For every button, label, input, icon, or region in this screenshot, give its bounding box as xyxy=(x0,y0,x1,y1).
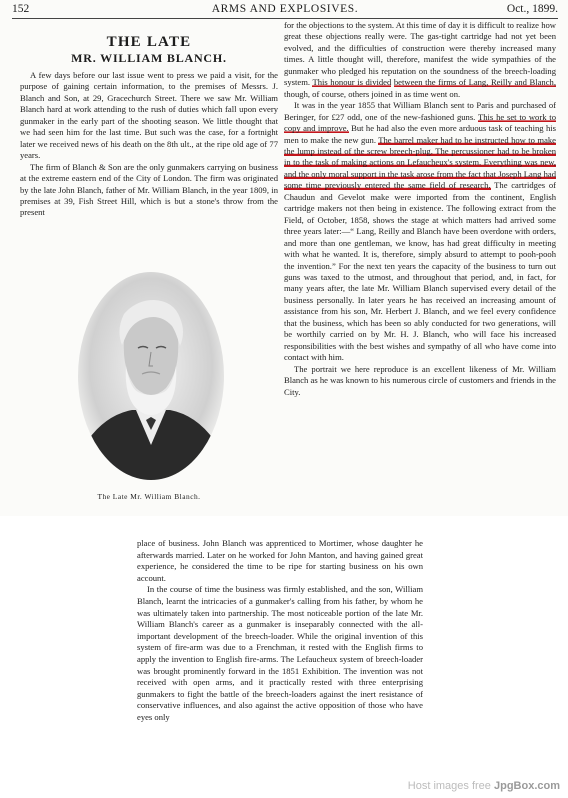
highlighted-text: This he set to work to copy and improve. xyxy=(284,111,556,134)
portrait-photo xyxy=(76,270,226,482)
continuation-column xyxy=(137,538,423,724)
text-run: though, of course, others joined in as time went on. xyxy=(284,88,461,99)
paragraph xyxy=(284,20,556,100)
watermark xyxy=(408,780,560,792)
paragraph: In the course of time the business was firmly established, and the son, William Blanch, learnt the intricacies of a gunmaker's calling from his father, by whom he was ultimately taken into partnership. The most noticeable portion of the late Mr. William Blanch's career as a gunmaker is inseparably connected with the all-important development of the breech-loader. While the original invention of this system of fire-arm was due to a Frenchman, it rested with the English firms to apply the invention to English fire-arms. The Lefaucheux system of breech-loader was brought prominently forward in the 1851 Exhibition. The invention was not received with open arms, and it practically rested with three enterprising gunmakers to fight the battle of the breech-loaders against the inert resistance of conservative influences, and also against the active opposition of those who have eyes only xyxy=(137,584,423,722)
watermark-brand: JpgBox.com xyxy=(493,780,560,792)
paragraph: The firm of Blanch & Son are the only gunmakers carrying on business at the extreme eastern end of the City of London. The firm was originated by the late John Blanch, father of Mr. William Blanch, in the year 1809, in premises at 39, Fish Street Hill, which is but a stone's throw from the present xyxy=(20,161,278,218)
header-rule xyxy=(12,18,558,19)
text-run: But he had also the even more arduous task of teaching his men to make the new gun. xyxy=(284,123,556,145)
article-subtitle: MR. WILLIAM BLANCH. xyxy=(71,51,227,65)
page-number: 152 xyxy=(12,3,30,15)
paragraph: The portrait we here reproduce is an excellent likeness of Mr. William Blanch as he was known to his numerous circle of customers and friends in the City. xyxy=(284,363,556,397)
article-title: THE LATE xyxy=(106,34,192,50)
magazine-title: ARMS AND EXPLOSIVES. xyxy=(211,3,359,15)
watermark-prefix: Host images free xyxy=(407,780,491,792)
text-run: for the objections to the system. At this time of day it is difficult to realize how great these objections really were. The gas-tight cartridge had not yet been evolved, and the difficulties of construction were thereby increased many times. A little thought will, therefore, manifest the wide sympathies of the gunmaker who pledged his reputation on the soundness of the breech-loading system. xyxy=(284,20,556,88)
highlighted-text: between the firms of Lang, Reilly and Blanch, xyxy=(393,77,556,88)
paragraph: place of business. John Blanch was apprenticed to Mortimer, whose daughter he afterwards married. Later on he worked for John Manton, and having gained great experience, he considered the time to be ripe for starting business on his own account. xyxy=(137,538,423,583)
highlighted-text: This honour is divided xyxy=(312,77,392,88)
right-column xyxy=(284,20,556,398)
paragraph: A few days before our last issue went to press we paid a visit, for the purpose of gaining certain information, to the premises of Messrs. J. Blanch and Son, at 29, Gracechurch Street. There we saw Mr. William Blanch hard at work attending to the rush of duties which fall upon every gunmaker in the early part of the shooting season. We little thought that we had seen him for the last time. But such was the case, for a fortnight later we received news of his death on the 8th ult., at the ripe old age of 77 years. xyxy=(20,70,278,161)
running-header xyxy=(12,3,558,17)
left-column xyxy=(20,34,278,219)
portrait-photo-icon xyxy=(76,270,226,482)
text-run: It was in the year 1855 that William Blanch sent to Paris and purchased of Beringer, for £27 odd, one of the new-fashioned guns. xyxy=(284,100,556,122)
issue-date: Oct., 1899. xyxy=(506,3,558,15)
paragraph xyxy=(284,100,556,363)
text-run: The cartridges of Chaudun and Gevelot make were imported from the continent, English cartridge makers not then being in existence. The following extract from the Field, of October, 1858, shows the stage at which matters had arrived some three years later:—“ Lang, Reilly and Blanch have been overdone with orders, and more than one gentleman, we know, has had great difficulty in meeting with what he wanted. It is, therefore, simply absurd to attempt to pooh-pooh the invention.” For the next ten years the capacity of the business to turn out guns was taxed to the utmost, and throughout that period, and, in fact, for many years after, the late Mr. William Blanch supervised every detail of the business personally. In later years he has received an increasing amount of assistance from his son, Mr. Herbert J. Blanch, and we feel every confidence that the business, which has been so ably conducted for two generations, will be worthily carried on by Mr. H. J. Blanch, who will face his increased responsibilities with the best wishes and sympathy of all who have come into contact with him. xyxy=(284,180,556,363)
highlighted-text: The barrel maker had to be instructed how to make the lump instead of the screw breech-plug. The percussioner had to be broken in to the task of making actions on Lefaucheux's system. Everything was new, and the only moral support in the task arose from the fact that Joseph Lang had some time previously entered the same field of research. xyxy=(284,134,556,191)
portrait-caption: The Late Mr. William Blanch. xyxy=(97,492,201,501)
